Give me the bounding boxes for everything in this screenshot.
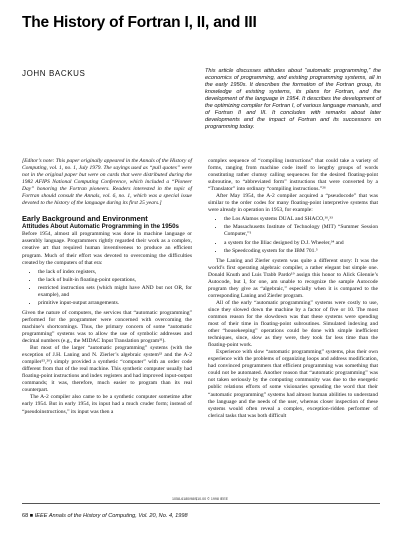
bullet-list — [22, 269, 192, 307]
body-paragraph: But most of the larger “automatic programming” systems (with the exception of J.H. Laning and N. Zierler’s algebraic system³² and the A-2 compiler²⁵,²⁶) simply provided a synthetic “computer” with an order code different from that of the real machine. This synthetic computer usually had floating-point instructions and index registers and had improved input-output commands; it was, therefore, much easier to program than its real counterpart. — [22, 345, 192, 394]
copyright-notice: 1058-6180/98/$10.00 © 1998 IEEE — [172, 497, 228, 501]
body-paragraph: Before 1954, almost all programming was done in machine language or assembly language. Programmers rightly regarded their work as a complex, creative art that required human inventiveness to produce an efficient program. Much of their effort was devoted to overcoming the difficulties created by the computers of that era: — [22, 231, 192, 266]
body-paragraph: complex sequence of “compiling instructions” that could take a variety of forms, ranging from machine code itself to lengthy groups of words constituting rather clumsy calling sequences for the desired floating-point subroutine, to “abbreviated form” instructions that were converted by a “Translator” into ordinary “compiling instructions.”²⁶ — [208, 158, 378, 193]
body-paragraph: Experience with slow “automatic programming” systems, plus their own experience with the problems of organizing loops and address modification, had convinced programmers that efficient programming was something that could not be automated. Another reason that “automatic programming” was not taken seriously by the computing community was due to the energetic public relations efforts of some visionaries spreading the word that their “automatic programming” systems had almost human abilities to understand the language and the needs of the user, whereas closer inspection of these systems would often reveal a complex, exception-ridden performer of clerical tasks that was both difficult — [208, 349, 378, 419]
list-item: • restricted instruction sets (which might have AND but not OR, for example), and — [38, 285, 192, 299]
author-name: JOHN BACKUS — [22, 69, 86, 78]
list-item: • the Los Alamos systems DUAL and SHACO,¹⁶,³³ — [224, 216, 378, 223]
article-title: The History of Fortran I, II, and III — [22, 14, 257, 31]
body-paragraph: The Laning and Zierler system was quite a different story: It was the world’s first operating algebraic compiler, a rather elegant but simple one. Donald Knuth and Luis Trabb Pardo¹⁹ assign this honor to Alick Glennie’s Autocode, but I, for one, am unable to recognize the sample Autocode program they give as “algebraic,” especially when it is compared to the corresponding Laning and Zierler program. — [208, 257, 378, 299]
list-item: • a system for the Illiac designed by D.J. Wheeler,³⁴ and — [224, 240, 378, 247]
page-footer — [22, 513, 188, 519]
bullet-list — [208, 216, 378, 254]
body-paragraph: All of the early “automatic programming” systems were costly to use, since they slowed down the machine by a factor of five or 10. The most common reason for the slowdown was that these systems were spending most of their time in floating-point subroutines. Simulated indexing and other “housekeeping” operations could be done with simple inefficient techniques, since, slow as they were, they took far less time than the floating-point work. — [208, 299, 378, 349]
subsection-heading: Attitudes About Automatic Programming in the 1950s — [22, 223, 179, 231]
editor-note: [Editor’s note: This paper originally appeared in the Annals of the History of Computing, vol. 1, no. 1, July 1979. The sayings used as “pull quotes” were not in the original paper but were on cards that were distributed during the 1982 AFIPS National Computing Conference, which included a “Pioneer Day” honoring the Fortran pioneers. Readers interested in the topic of Fortran should consult the Annals, vol. 6, no. 1, which was a special issue devoted to the history of the language during its first 25 years.] — [22, 158, 192, 207]
list-item: • the Speedcoding system for the IBM 701.⁵ — [224, 248, 378, 255]
body-paragraph: After May 1954, the A-2 compiler acquired a “pseudocode” that was similar to the order codes for many floating-point interpretive systems that were already in operation in 1953, for example: — [208, 193, 378, 214]
list-item: • the lack of built-in floating-point operations, — [38, 277, 192, 284]
page-number: 68 — [22, 513, 29, 519]
left-column — [22, 158, 192, 416]
list-item: • the lack of index registers, — [38, 269, 192, 276]
section-heading: Early Background and Environment — [22, 214, 148, 224]
right-column — [208, 158, 378, 420]
list-item: • primitive input-output arrangements. — [38, 300, 192, 307]
body-paragraph: Given the nature of computers, the services that “automatic programming” performed for the programmer were concerned with overcoming the machine’s shortcomings. Thus, the primary concern of some “automatic programming” systems was to allow the use of symbolic addresses and decimal numbers (e.g., the MIDAC Input Translation program³¹). — [22, 309, 192, 345]
footer-separator: ■ — [29, 513, 35, 519]
body-paragraph: The A-2 compiler also came to be a synthetic computer sometime after early 1954. But in early 1954, its input had a much cruder form; instead of “pseudoinstructions,” its input was then a — [22, 394, 192, 415]
journal-citation: IEEE Annals of the History of Computing, Vol. 20, No. 4, 1998 — [34, 513, 188, 519]
footer-divider — [22, 503, 380, 504]
list-item: • the Massachusetts Institute of Technology (MIT) “Summer Session Computer,”¹ — [224, 224, 378, 238]
abstract: This article discusses attitudes about “automatic programming,” the economics of programming, and existing programming systems, all in the early 1950s. It describes the formation of the Fortran group, its knowledge of existing systems, its plans for Fortran, and the development of the language in 1954. It describes the development of the optimizing compiler for Fortran I, of various language manuals, and of Fortran II and III. It concludes with remarks about later developments and the impact of Fortran and its successors on programming today. — [205, 68, 381, 130]
